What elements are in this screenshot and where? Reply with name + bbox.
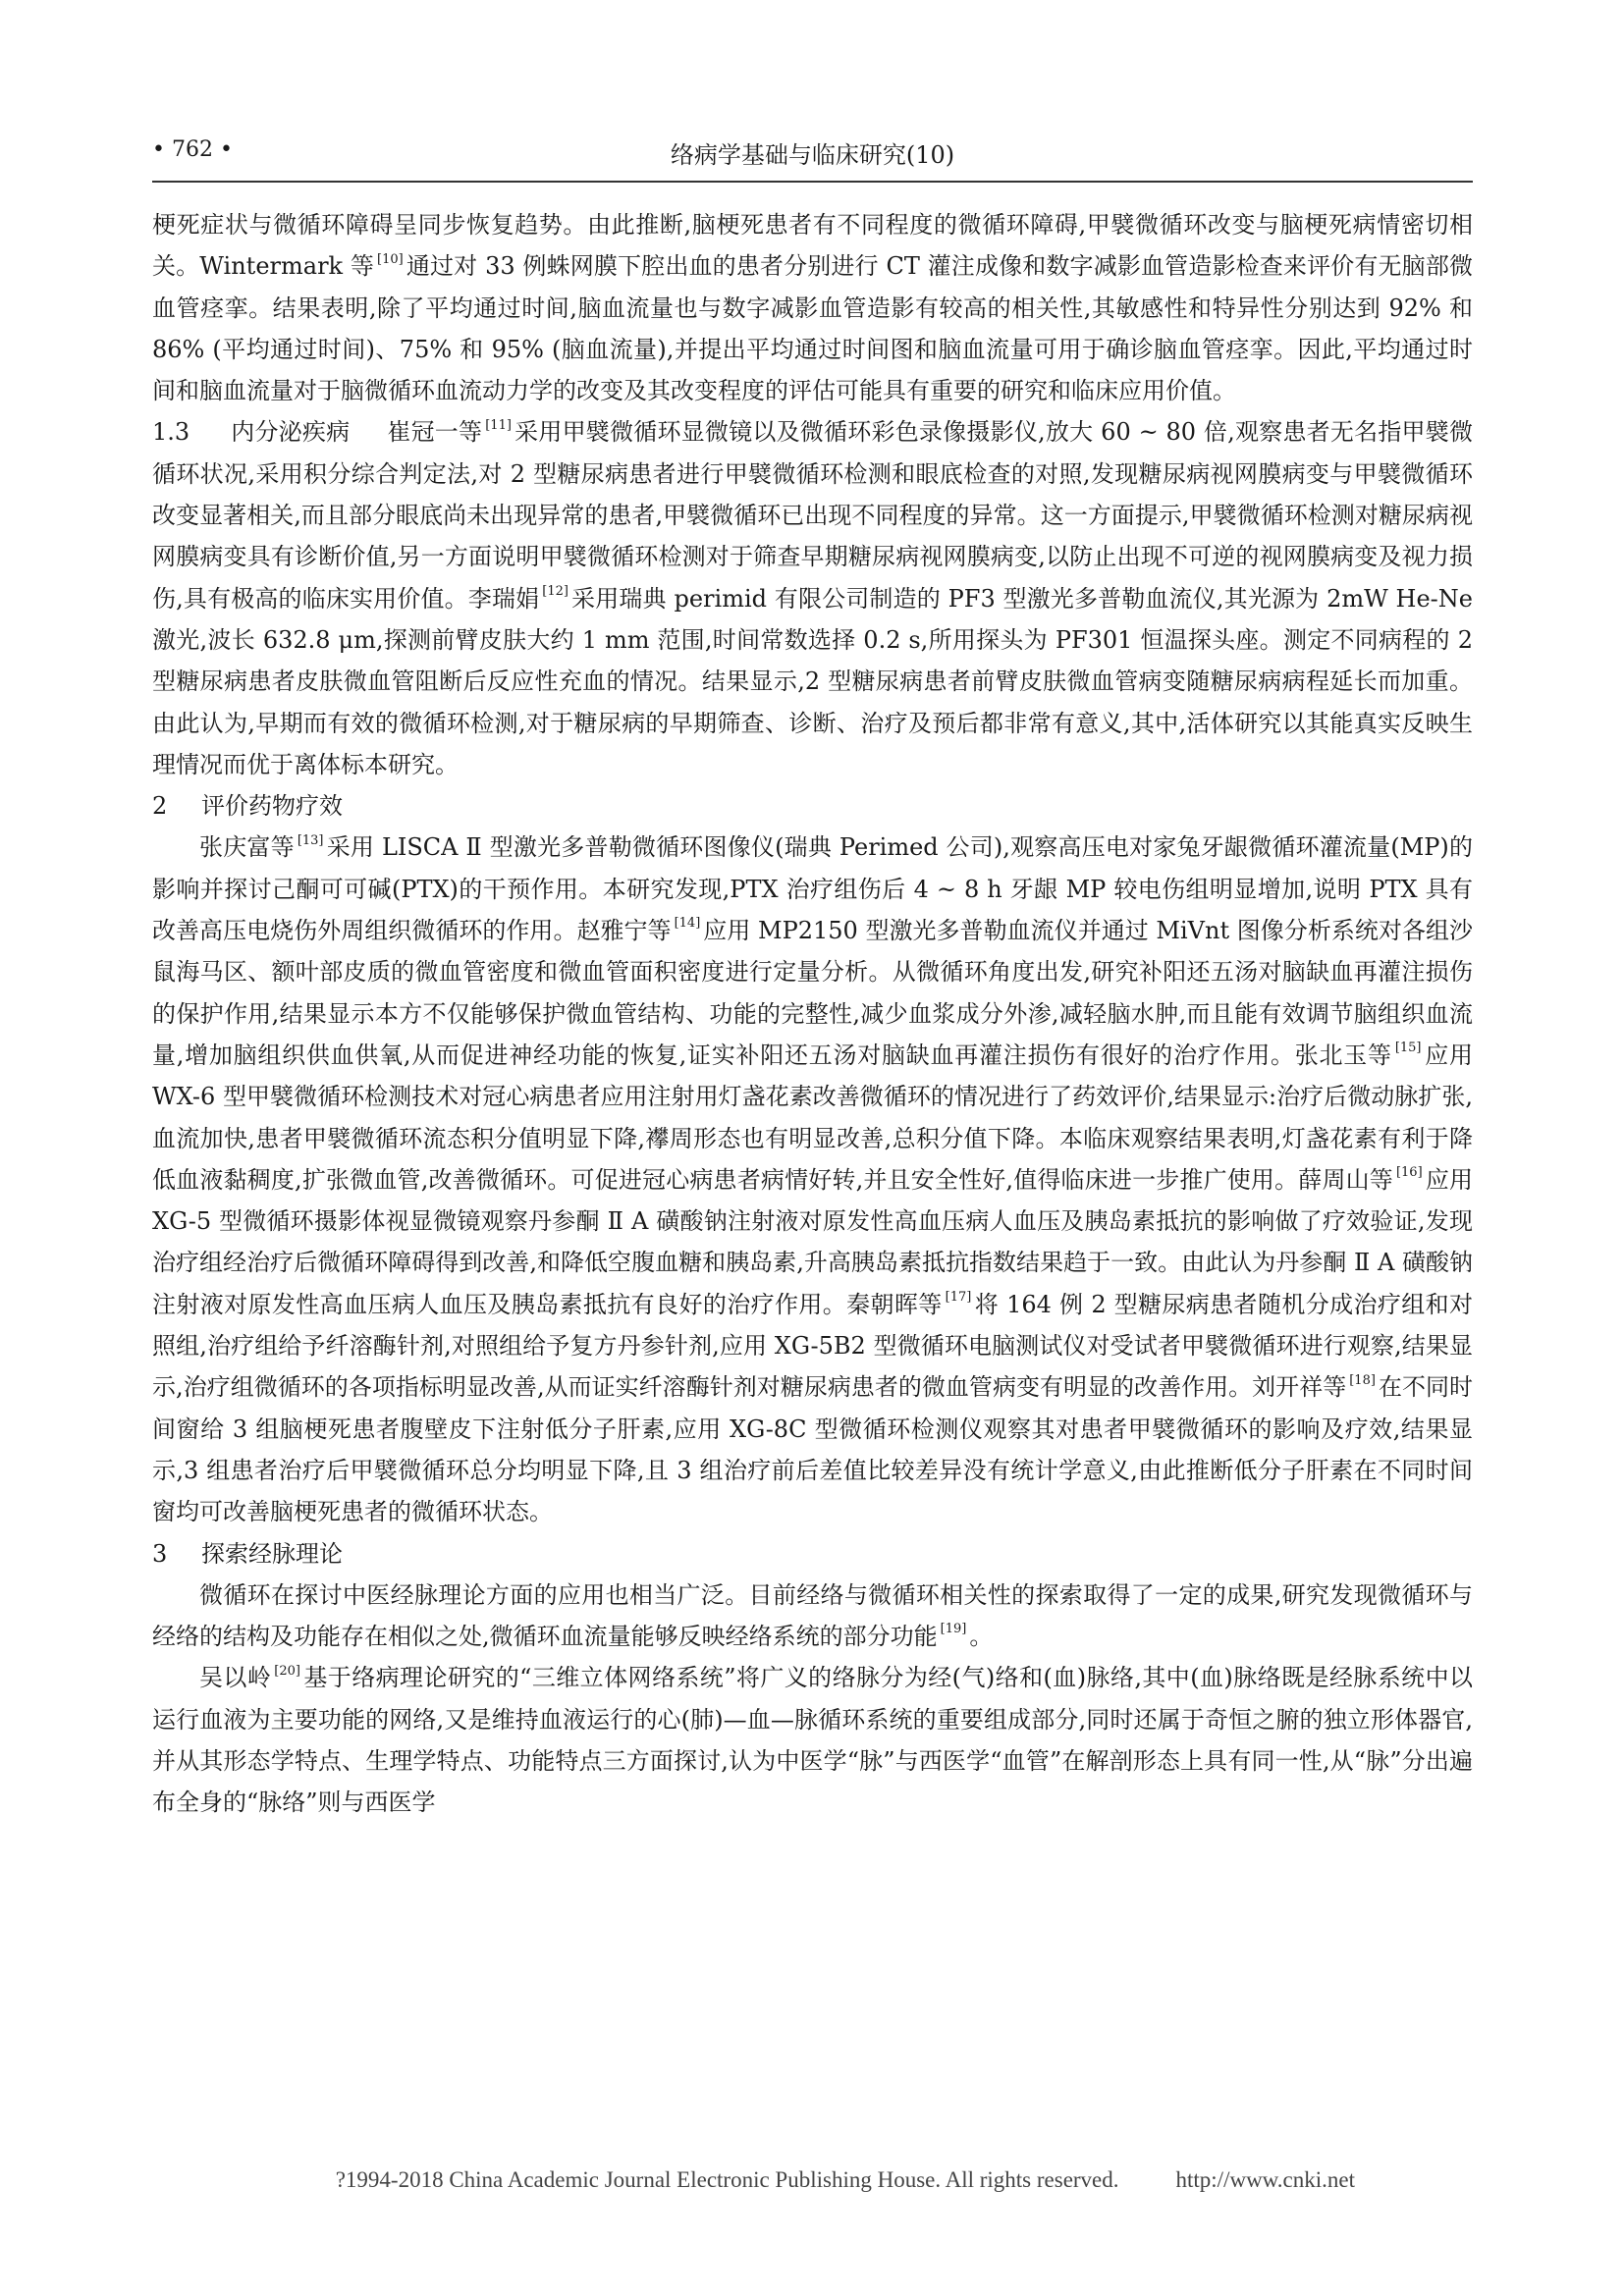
page-footer: [0, 2167, 1355, 2193]
paragraph: 吴以岭 [20] 基于络病理论研究的“三维立体网络系统”将广义的络脉分为经(气)络和(血)脉络,其中(血)脉络既是经脉系统中以运行血液为主要功能的网络,又是维持血液运行的心(肺)—血—脉循环系统的重要组成部分,同时还属于奇恒之腑的独立形体器官,并从其形态学特点、生理学特点、功能特点三方面探讨,认为中医学“脉”与西医学“血管”在解剖形态上具有同一性,从“脉”分出遍布全身的“脉络”则与西医学: [152, 1663, 1473, 1817]
paragraph: 微循环在探讨中医经脉理论方面的应用也相当广泛。目前经络与微循环相关性的探索取得了一定的成果,研究发现微循环与经络的结构及功能存在相似之处,微循环血流量能够反映经络系统的部分功能 [19] 。: [152, 1580, 1473, 1651]
citation-ref: [14]: [674, 916, 701, 932]
paragraph-continuation: 梗死症状与微循环障碍呈同步恢复趋势。由此推断,脑梗死患者有不同程度的微循环障碍,甲襞微循环改变与脑梗死病情密切相关。Wintermark 等 [10] 通过对 33 例蛛网膜下腔出血的患者分别进行 CT 灌注成像和数字减影血管造影检查来评价有无脑部微血管痉挛。结果表明,除了平均通过时间,脑血流量也与数字减影血管造影有较高的相关性,其敏感性和特异性分别达到 92% 和 86% (平均通过时间)、75% 和 95% (脑血流量),并提出平均通过时间图和脑血流量可用于确诊脑血管痉挛。因此,平均通过时间和脑血流量对于脑微循环血流动力学的改变及其改变程度的评估可能具有重要的研究和临床应用价值。: [152, 211, 1473, 405]
citation-ref: [19]: [940, 1622, 967, 1637]
citation-ref: [18]: [1349, 1372, 1376, 1388]
citation-ref: [11]: [485, 417, 512, 433]
section-number: 1.3: [152, 418, 190, 447]
citation-ref: [17]: [945, 1290, 972, 1306]
section-number: 3: [152, 1539, 168, 1568]
page-header: [152, 132, 1473, 171]
section-title: 探索经脉理论: [201, 1539, 343, 1568]
paragraph: 张庆富等 [13] 采用 LISCA Ⅱ 型激光多普勒微循环图像仪(瑞典 Perimed 公司),观察高压电对家兔牙龈微循环灌流量(MP)的影响并探讨己酮可可碱(PTX)的干预作用。本研究发现,PTX 治疗组伤后 4 ~ 8 h 牙龈 MP 较电伤组明显增加,说明 PTX 具有改善高压电烧伤外周组织微循环的作用。赵雅宁等 [14] 应用 MP2150 型激光多普勒血流仪并通过 MiVnt 图像分析系统对各组沙鼠海马区、额叶部皮质的微血管密度和微血管面积密度进行定量分析。从微循环角度出发,研究补阳还五汤对脑缺血再灌注损伤的保护作用,结果显示本方不仅能够保护微血管结构、功能的完整性,减少血浆成分外渗,减轻脑水肿,而且能有效调节脑组织血流量,增加脑组织供血供氧,从而促进神经功能的恢复,证实补阳还五汤对脑缺血再灌注损伤有很好的治疗作用。张北玉等 [15] 应用 WX-6 型甲襞微循环检测技术对冠心病患者应用注射用灯盏花素改善微循环的情况进行了药效评价,结果显示:治疗后微动脉扩张,血流加快,患者甲襞微循环流态积分值明显下降,襻周形态也有明显改善,总积分值下降。本临床观察结果表明,灯盏花素有利于降低血液黏稠度,扩张微血管,改善微循环。可促进冠心病患者病情好转,并且安全性好,值得临床进一步推广使用。薛周山等 [16] 应用 XG-5 型微循环摄影体视显微镜观察丹参酮 Ⅱ A 磺酸钠注射液对原发性高血压病人血压及胰岛素抵抗的影响做了疗效验证,发现治疗组经治疗后微循环障碍得到改善,和降低空腹血糖和胰岛素,升高胰岛素抵抗指数结果趋于一致。由此认为丹参酮 Ⅱ A 磺酸钠注射液对原发性高血压病人血压及胰岛素抵抗有良好的治疗作用。秦朝晖等 [17] 将 164 例 2 型糖尿病患者随机分成治疗组和对照组,治疗组给予纤溶酶针剂,对照组给予复方丹参针剂,应用 XG-5B2 型微循环电脑测试仪对受试者甲襞微循环进行观察,结果显示,治疗组微循环的各项指标明显改善,从而证实纤溶酶针剂对糖尿病患者的微血管病变有明显的改善作用。刘开祥等 [18] 在不同时间窗给 3 组脑梗死患者腹壁皮下注射低分子肝素,应用 XG-8C 型微循环检测仪观察其对患者甲襞微循环的影响及疗效,结果显示,3 组患者治疗后甲襞微循环总分均明显下降,且 3 组治疗前后差值比较差异没有统计学意义,由此推断低分子肝素在不同时间窗均可改善脑梗死患者的微循环状态。: [152, 832, 1474, 1526]
footer-url[interactable]: http://www.cnki.net: [1175, 2167, 1355, 2192]
section-2-heading: [152, 785, 1473, 827]
page-number: • 762 •: [152, 137, 233, 162]
citation-ref: [10]: [377, 251, 404, 267]
copyright-notice: ?1994-2018 China Academic Journal Electronic Publishing House. All rights reserved.: [335, 2167, 1119, 2192]
section-title: 评价药物疗效: [201, 792, 343, 821]
header-rule: [152, 181, 1473, 183]
citation-ref: [16]: [1395, 1165, 1423, 1181]
citation-ref: [20]: [274, 1663, 300, 1679]
citation-ref: [12]: [542, 583, 568, 599]
article-body: [152, 204, 1473, 1824]
citation-ref: [13]: [297, 832, 324, 848]
section-1-3: 1.3 内分泌疾病 崔冠一等 [11] 采用甲襞微循环显微镜以及微循环彩色录像摄影仪,放大 60 ~ 80 倍,观察患者无名指甲襞微循环状况,采用积分综合判定法,对 2 型糖尿病患者进行甲襞微循环检测和眼底检查的对照,发现糖尿病视网膜病变与甲襞微循环改变显著相关,而且部分眼底尚未出现异常的患者,甲襞微循环已出现不同程度的异常。这一方面提示,甲襞微循环检测对糖尿病视网膜病变具有诊断价值,另一方面说明甲襞微循环检测对于筛查早期糖尿病视网膜病变,以防止出现不可逆的视网膜病变及视力损伤,具有极高的临床实用价值。李瑞娟 [12] 采用瑞典 perimid 有限公司制造的 PF3 型激光多普勒血流仪,其光源为 2mW He-Ne 激光,波长 632.8 μm,探测前臂皮肤大约 1 mm 范围,时间常数选择 0.2 s,所用探头为 PF301 恒温探头座。测定不同病程的 2 型糖尿病患者皮肤微血管阻断后反应性充血的情况。结果显示,2 型糖尿病患者前臂皮肤微血管病变随糖尿病病程延长而加重。由此认为,早期而有效的微循环检测,对于糖尿病的早期筛查、诊断、治疗及预后都非常有意义,其中,活体研究以其能真实反映生理情况而优于离体标本研究。: [152, 411, 1473, 785]
citation-ref: [15]: [1394, 1041, 1422, 1056]
section-number: 2: [152, 792, 168, 821]
section-3-heading: [152, 1533, 1473, 1575]
section-title: 内分泌疾病: [231, 418, 351, 447]
journal-title: 络病学基础与临床研究(10): [670, 141, 955, 169]
